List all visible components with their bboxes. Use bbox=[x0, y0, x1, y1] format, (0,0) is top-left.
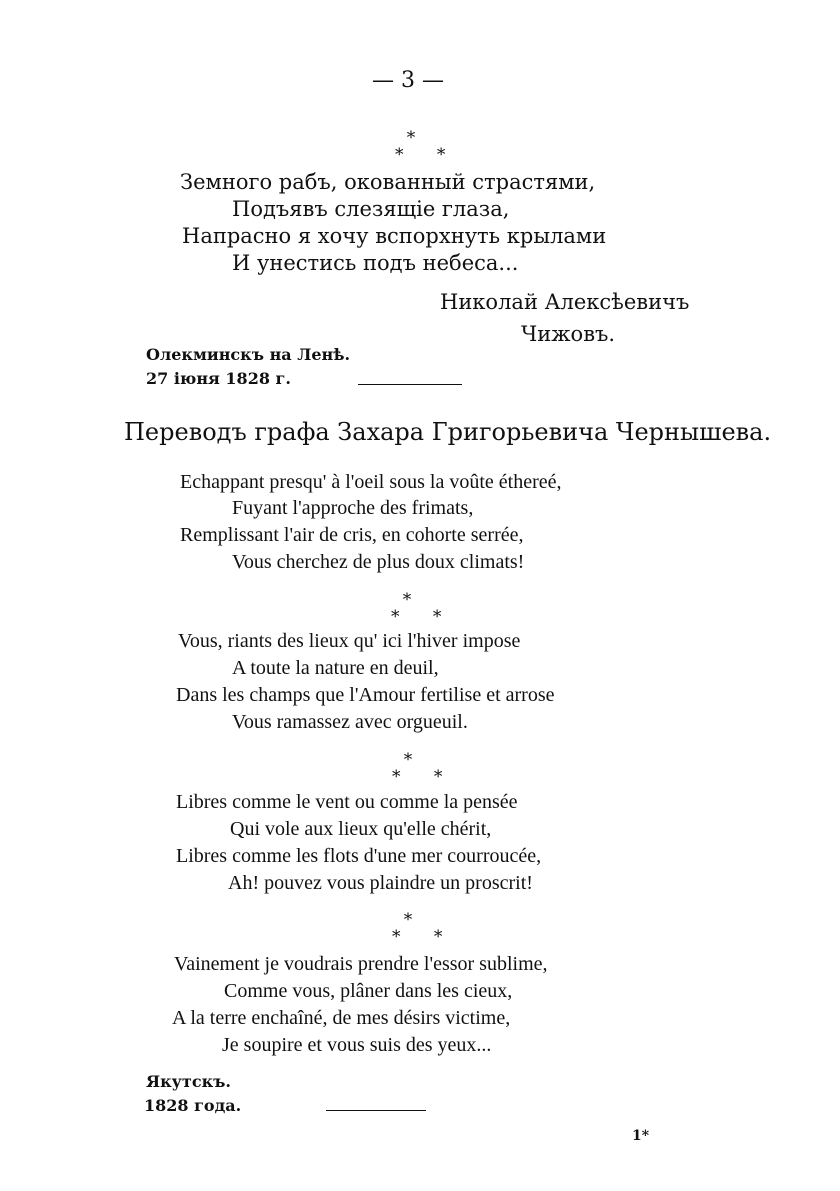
poem-line: Земного рабъ, окованный страстями, bbox=[180, 170, 596, 194]
stars-separator: * * * bbox=[392, 750, 457, 787]
poem-line: Напрасно я хочу вспорхнуть крылами bbox=[182, 224, 607, 248]
translation-heading: Переводъ графа Захара Григорьевича Чернышева. bbox=[124, 418, 772, 446]
stanza-line: Vainement je voudrais prendre l'essor sublime, bbox=[174, 953, 548, 975]
stanza-line: Echappant presqu' à l'oeil sous la voûte éthereé, bbox=[180, 471, 562, 493]
place-of-writing: Олекминскъ на Ленѣ. bbox=[146, 345, 351, 364]
stanza-line: A la terre enchaîné, de mes désirs victime, bbox=[172, 1007, 511, 1029]
date-of-translation: 1828 года. bbox=[144, 1096, 242, 1115]
stanza-line: Comme vous, plâner dans les cieux, bbox=[224, 980, 513, 1002]
stanza-line: Qui vole aux lieux qu'elle chérit, bbox=[230, 818, 492, 840]
stars-separator: * * * bbox=[392, 910, 457, 947]
stanza-line: Vous cherchez de plus doux climats! bbox=[232, 551, 525, 573]
poem-line: И унестись подъ небеса... bbox=[232, 251, 519, 275]
stanza-line: Remplissant l'air de cris, en cohorte serrée, bbox=[180, 524, 524, 546]
stanza-line: Vous, riants des lieux qu' ici l'hiver impose bbox=[178, 630, 521, 652]
stars-separator: * * * bbox=[395, 128, 460, 165]
stars-separator: * * * bbox=[391, 590, 456, 627]
section-rule bbox=[358, 384, 462, 385]
stanza-line: Vous ramassez avec orgueuil. bbox=[232, 711, 468, 733]
page-number: — 3 — bbox=[372, 68, 444, 93]
place-of-translation: Якутскъ. bbox=[146, 1072, 231, 1091]
poem-line: Подъявъ слезящіе глаза, bbox=[232, 197, 510, 221]
stanza-line: A toute la nature en deuil, bbox=[232, 657, 439, 679]
date-of-writing: 27 іюня 1828 г. bbox=[146, 369, 291, 388]
section-rule bbox=[326, 1110, 426, 1111]
stanza-line: Libres comme les flots d'une mer courroucée, bbox=[176, 845, 542, 867]
author-last-name: Чижовъ. bbox=[521, 322, 616, 346]
stanza-line: Fuyant l'approche des frimats, bbox=[232, 497, 474, 519]
author-first-name: Николай Алексѣевичъ bbox=[440, 290, 690, 314]
stanza-line: Libres comme le vent ou comme la pensée bbox=[176, 791, 518, 813]
stanza-line: Dans les champs que l'Amour fertilise et arrose bbox=[176, 684, 555, 706]
stanza-line: Ah! pouvez vous plaindre un proscrit! bbox=[228, 872, 533, 894]
stanza-line: Je soupire et vous suis des yeux... bbox=[222, 1034, 492, 1056]
signature-mark: 1* bbox=[632, 1128, 650, 1144]
